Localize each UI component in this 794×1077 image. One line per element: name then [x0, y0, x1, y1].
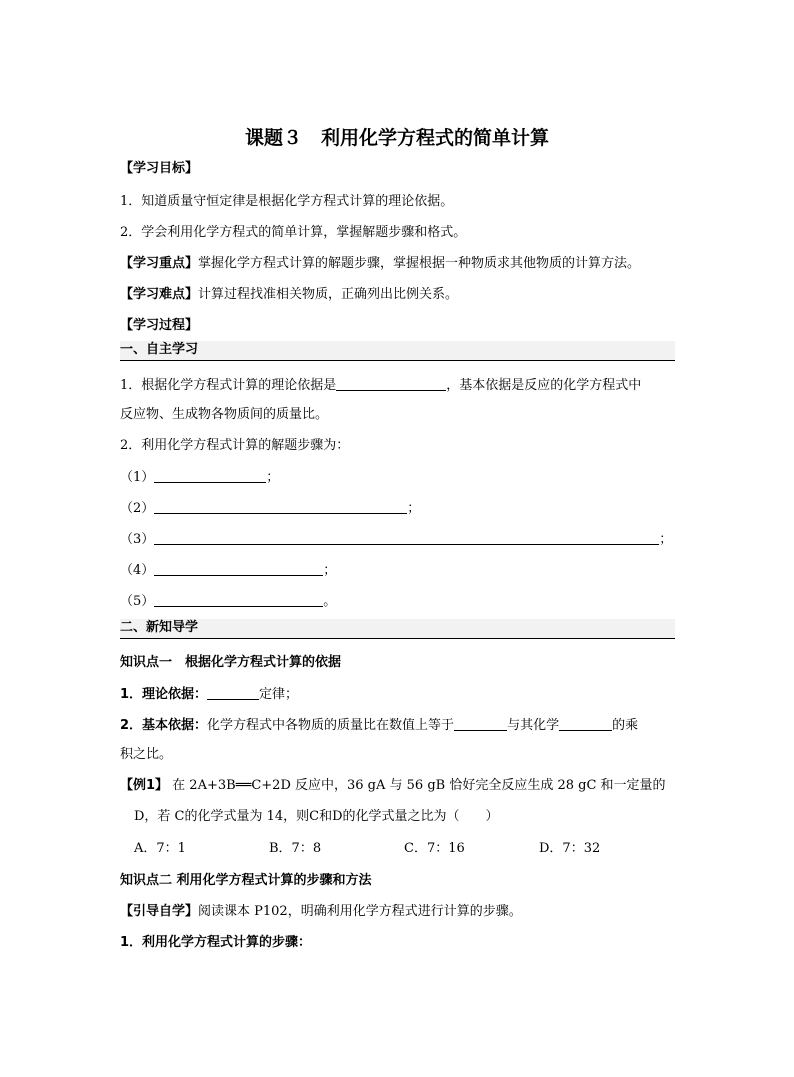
question-1-line1	[120, 376, 641, 395]
basic-blank-1[interactable]	[454, 716, 507, 731]
step-2	[120, 499, 420, 518]
step-3-label: （3）	[120, 532, 155, 547]
difficulty-line	[120, 286, 458, 304]
calculation-steps-heading: 1．利用化学方程式计算的步骤：	[120, 935, 312, 950]
step-4-label: （4）	[120, 563, 155, 578]
theory-basis-blank[interactable]	[336, 376, 446, 391]
example-1	[120, 777, 666, 795]
lesson-title: 课题３ 利用化学方程式的简单计算	[244, 127, 549, 149]
example-1-line2: D，若 C的化学式量为 14，则C和D的化学式量之比为（ ）	[134, 809, 499, 824]
knowledge-point-2-title: 知识点二 利用化学方程式计算的步骤和方法	[120, 873, 372, 888]
step-3-end: ；	[659, 532, 673, 547]
basic-label: 2．基本依据：	[120, 718, 208, 733]
goal-1: 1．知道质量守恒定律是根据化学方程式计算的理论依据。	[120, 194, 454, 209]
question-1-text-a: 1．根据化学方程式计算的理论依据是	[120, 378, 337, 393]
basic-basis-line2: 积之比。	[120, 747, 173, 762]
step-5	[120, 592, 336, 611]
step-5-blank[interactable]	[154, 592, 323, 607]
goals-heading: 【学习目标】	[120, 161, 199, 176]
difficulty-label: 【学习难点】	[120, 287, 199, 302]
knowledge-point-1-title: 知识点一 根据化学方程式计算的依据	[120, 655, 342, 670]
focus-label: 【学习重点】	[120, 256, 199, 271]
step-3-blank[interactable]	[154, 530, 659, 545]
example-text: 在 2A+3B══C+2D 反应中，36 gA 与 56 gB 恰好完全反应生成 28 gC 和一定量的	[168, 778, 666, 793]
law-blank[interactable]	[207, 685, 259, 700]
option-a[interactable]: A．7：1	[134, 841, 186, 856]
step-1	[120, 468, 279, 487]
option-b[interactable]: B．7：8	[269, 841, 322, 856]
difficulty-text: 计算过程找准相关物质，正确列出比例关系。	[198, 287, 459, 302]
basic-text-b: 与其化学	[507, 718, 560, 733]
step-3	[120, 530, 672, 549]
step-5-label: （5）	[120, 594, 155, 609]
step-1-end: ；	[266, 470, 280, 485]
focus-line	[120, 255, 640, 273]
section-self-study: 一、自主学习	[120, 341, 675, 361]
step-1-blank[interactable]	[154, 468, 266, 483]
guide-text: 阅读课本 P102，明确利用化学方程式进行计算的步骤。	[198, 904, 522, 919]
basic-text-a: 化学方程式中各物质的质量比在数值上等于	[207, 718, 455, 733]
basic-text-c: 的乘	[612, 718, 639, 733]
example-label: 【例1】	[120, 778, 169, 793]
question-2: 2．利用化学方程式计算的解题步骤为：	[120, 438, 350, 453]
step-5-end: 。	[323, 594, 337, 609]
step-4	[120, 561, 336, 580]
question-1-line2: 反应物、生成物各物质间的质量比。	[120, 407, 329, 422]
step-1-label: （1）	[120, 470, 155, 485]
section-new-knowledge: 二、新知导学	[120, 619, 675, 639]
guide-line	[120, 903, 522, 921]
step-4-end: ；	[323, 563, 337, 578]
theory-suffix: 定律；	[259, 687, 299, 702]
process-heading: 【学习过程】	[120, 318, 199, 333]
step-4-blank[interactable]	[154, 561, 323, 576]
example-1-options	[134, 840, 600, 858]
focus-text: 掌握化学方程式计算的解题步骤，掌握根据一种物质求其他物质的计算方法。	[198, 256, 641, 271]
goal-2: 2．学会利用化学方程式的简单计算，掌握解题步骤和格式。	[120, 225, 467, 240]
step-2-blank[interactable]	[154, 499, 407, 514]
option-c[interactable]: C．7：16	[404, 841, 465, 856]
option-d[interactable]: D．7：32	[539, 841, 601, 856]
step-2-end: ；	[407, 501, 421, 516]
basic-blank-2[interactable]	[559, 716, 612, 731]
step-2-label: （2）	[120, 501, 155, 516]
question-1-text-b: ，基本依据是反应的化学方程式中	[446, 378, 642, 393]
guide-label: 【引导自学】	[120, 904, 199, 919]
theory-label: 1．理论依据：	[120, 687, 208, 702]
basic-basis-line	[120, 716, 638, 735]
theory-basis-line	[120, 685, 298, 704]
